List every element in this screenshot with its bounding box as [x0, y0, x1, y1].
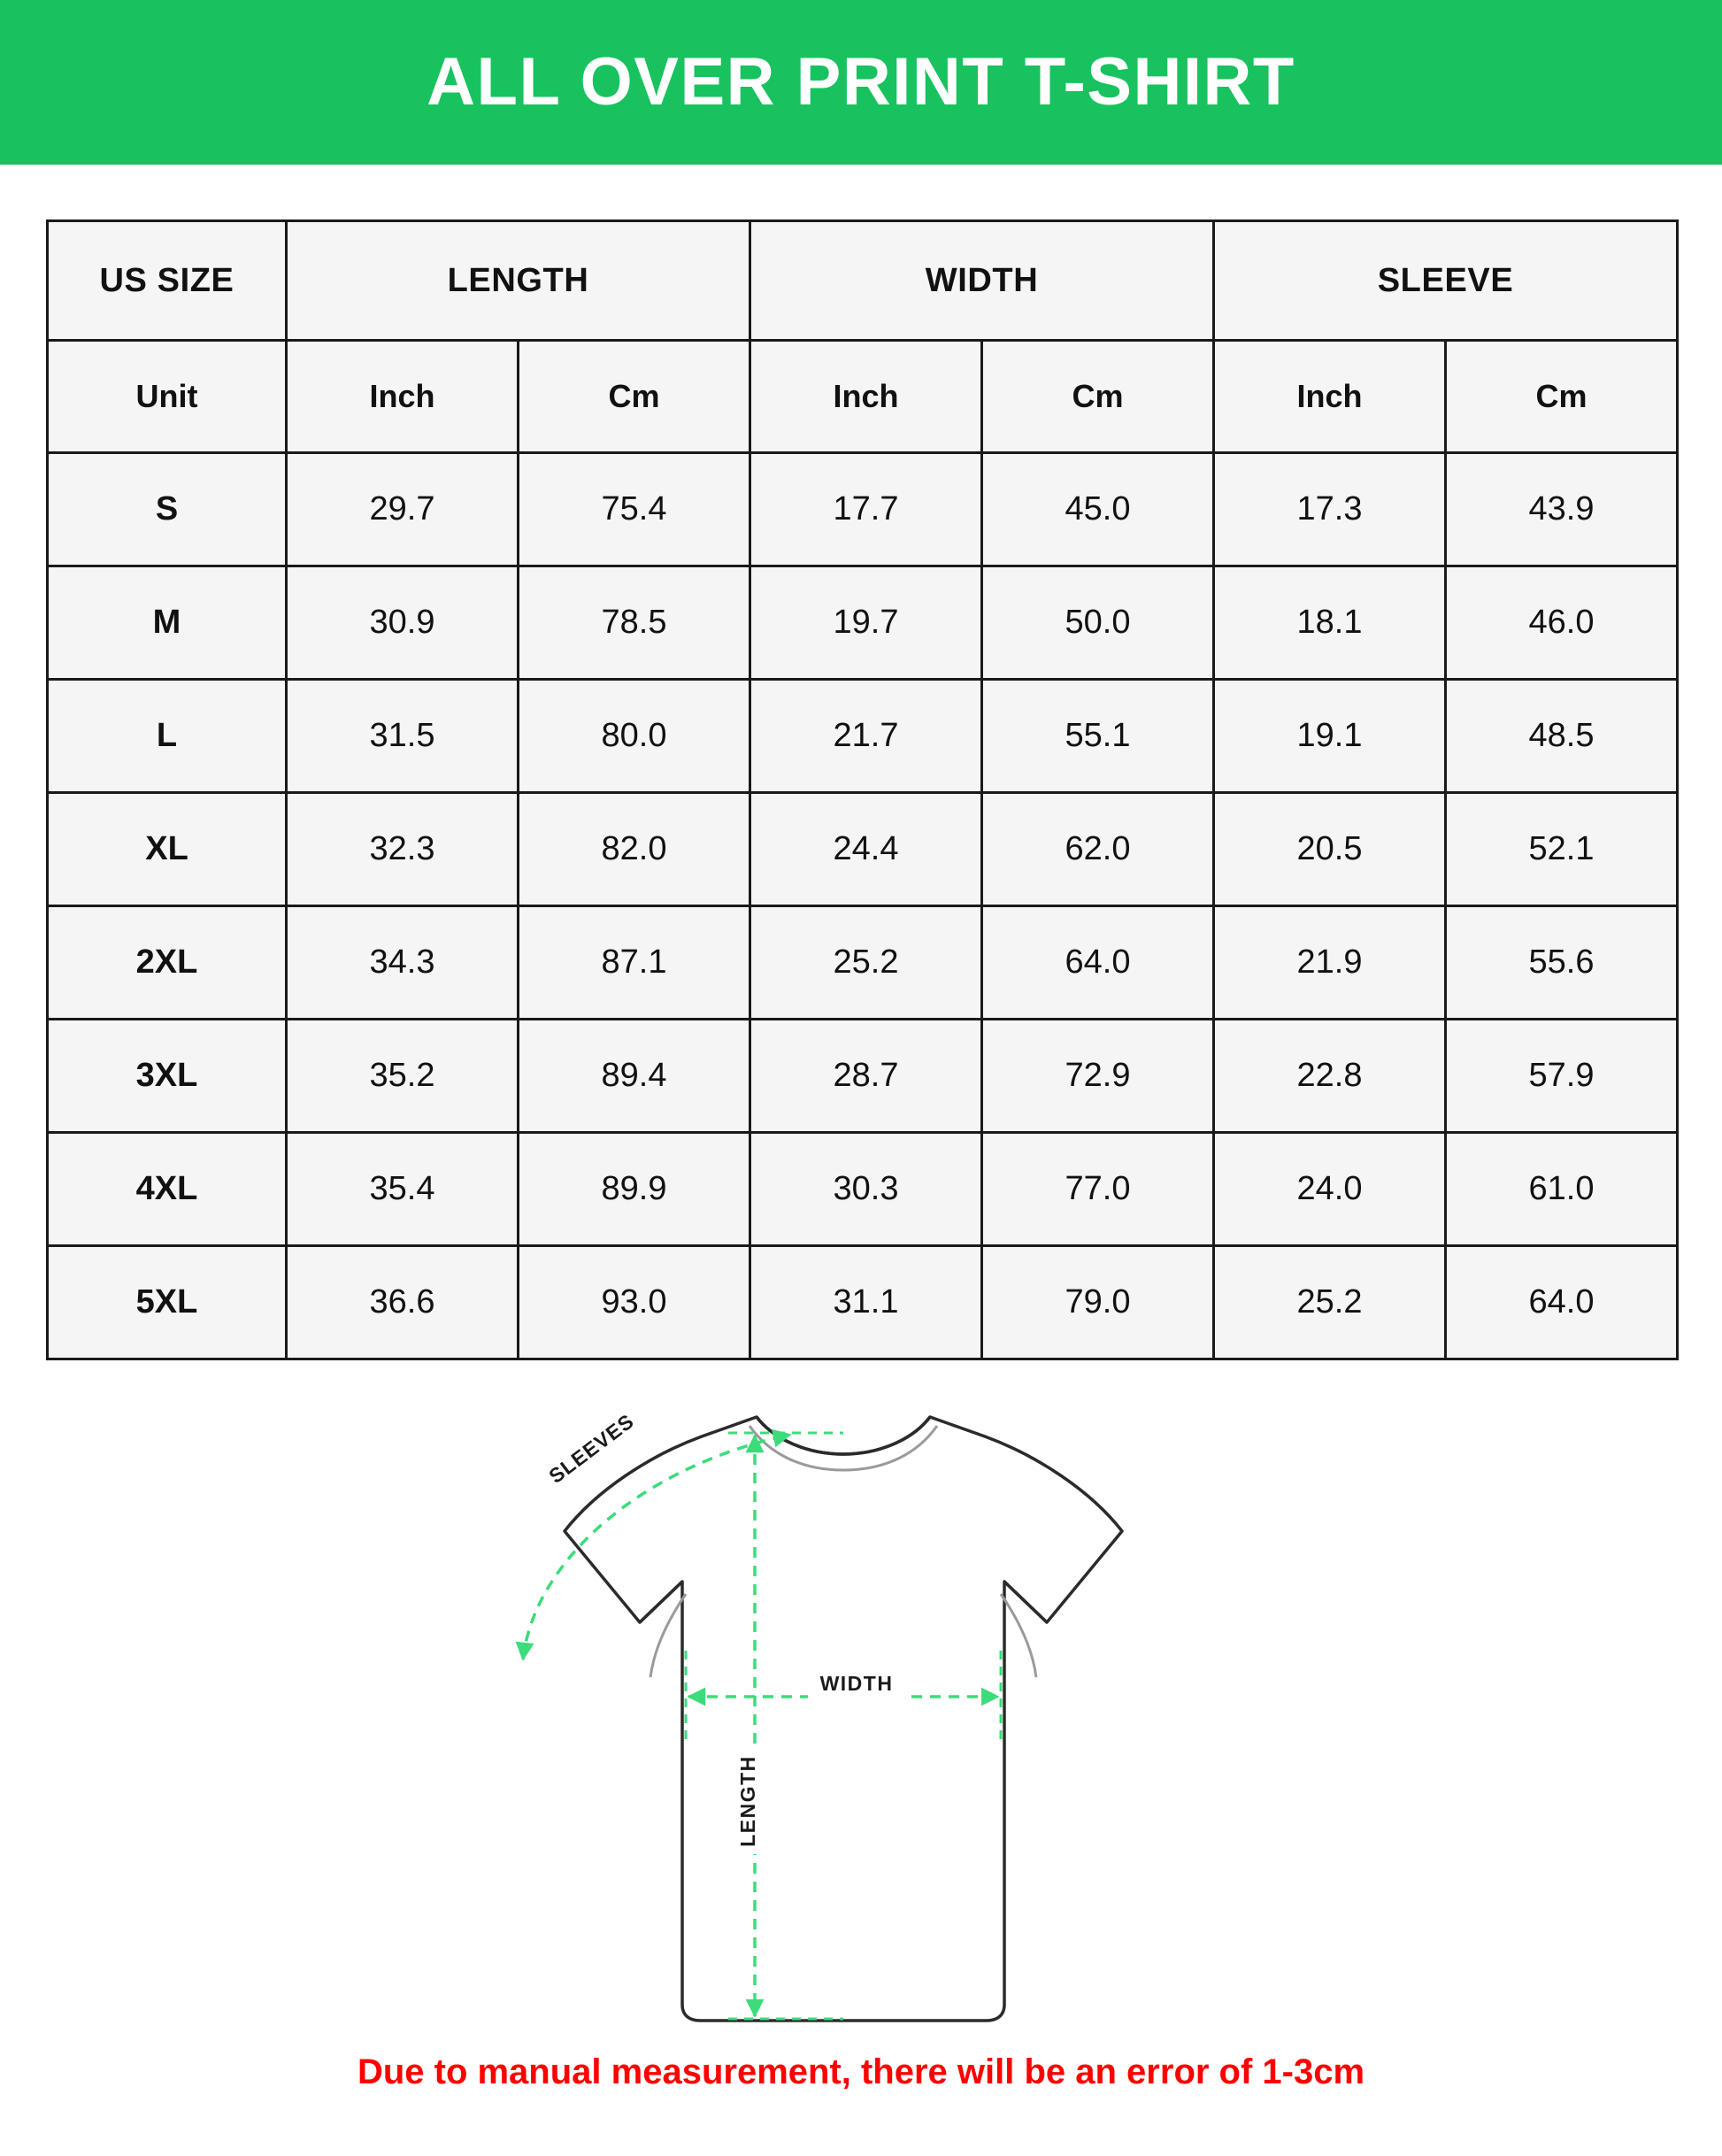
- unit-width-inch: Inch: [750, 341, 982, 453]
- cell-width-cm: 55.1: [982, 680, 1214, 793]
- table-row: [48, 1133, 1678, 1246]
- unit-label: Unit: [48, 341, 287, 453]
- cell-length-cm: 82.0: [519, 793, 750, 906]
- width-label: WIDTH: [819, 1672, 894, 1695]
- cell-width-cm: 64.0: [982, 906, 1214, 1020]
- cell-sleeve-cm: 57.9: [1446, 1020, 1678, 1133]
- cell-sleeve-cm: 64.0: [1446, 1246, 1678, 1359]
- cell-length-cm: 87.1: [519, 906, 750, 1020]
- cell-size: XL: [48, 793, 287, 906]
- cell-width-inch: 21.7: [750, 680, 982, 793]
- unit-sleeve-inch: Inch: [1214, 341, 1446, 453]
- cell-size: S: [48, 453, 287, 566]
- cell-sleeve-cm: 46.0: [1446, 566, 1678, 680]
- cell-length-cm: 78.5: [519, 566, 750, 680]
- cell-length-cm: 89.4: [519, 1020, 750, 1133]
- cell-width-inch: 24.4: [750, 793, 982, 906]
- cell-sleeve-inch: 19.1: [1214, 680, 1446, 793]
- cell-sleeve-cm: 48.5: [1446, 680, 1678, 793]
- cell-size: L: [48, 680, 287, 793]
- cell-width-inch: 19.7: [750, 566, 982, 680]
- cell-width-cm: 50.0: [982, 566, 1214, 680]
- cell-width-cm: 79.0: [982, 1246, 1214, 1359]
- cell-width-inch: 25.2: [750, 906, 982, 1020]
- cell-sleeve-inch: 20.5: [1214, 793, 1446, 906]
- cell-width-inch: 30.3: [750, 1133, 982, 1246]
- cell-length-cm: 75.4: [519, 453, 750, 566]
- cell-size: 4XL: [48, 1133, 287, 1246]
- sleeves-label: SLEEVES: [544, 1409, 639, 1488]
- cell-length-inch: 30.9: [287, 566, 519, 680]
- cell-width-cm: 77.0: [982, 1133, 1214, 1246]
- cell-length-inch: 35.4: [287, 1133, 519, 1246]
- cell-sleeve-cm: 61.0: [1446, 1133, 1678, 1246]
- table-row: [48, 1020, 1678, 1133]
- page-title: ALL OVER PRINT T-SHIRT: [427, 44, 1295, 119]
- cell-sleeve-inch: 18.1: [1214, 566, 1446, 680]
- cell-width-cm: 72.9: [982, 1020, 1214, 1133]
- cell-sleeve-inch: 21.9: [1214, 906, 1446, 1020]
- table-row: [48, 906, 1678, 1020]
- cell-length-cm: 89.9: [519, 1133, 750, 1246]
- unit-width-cm: Cm: [982, 341, 1214, 453]
- table-row: [48, 453, 1678, 566]
- measurement-disclaimer: Due to manual measurement, there will be an error of 1-3cm: [357, 2052, 1365, 2091]
- cell-length-inch: 31.5: [287, 680, 519, 793]
- unit-length-inch: Inch: [287, 341, 519, 453]
- cell-sleeve-inch: 22.8: [1214, 1020, 1446, 1133]
- cell-sleeve-cm: 55.6: [1446, 906, 1678, 1020]
- cell-length-cm: 80.0: [519, 680, 750, 793]
- table-row: [48, 793, 1678, 906]
- table-row: [48, 566, 1678, 680]
- size-chart-table: [46, 219, 1679, 1360]
- tshirt-outline-icon: [565, 1417, 1122, 2021]
- column-header-us-size: US SIZE: [48, 221, 287, 341]
- header-banner: [0, 0, 1722, 165]
- table-row: [48, 1246, 1678, 1359]
- cell-length-cm: 93.0: [519, 1246, 750, 1359]
- unit-sleeve-cm: Cm: [1446, 341, 1678, 453]
- cell-size: 2XL: [48, 906, 287, 1020]
- cell-sleeve-inch: 17.3: [1214, 453, 1446, 566]
- cell-length-inch: 36.6: [287, 1246, 519, 1359]
- unit-length-cm: Cm: [519, 341, 750, 453]
- tshirt-diagram-svg: [374, 1385, 1348, 2075]
- table-row: [48, 680, 1678, 793]
- cell-sleeve-inch: 24.0: [1214, 1133, 1446, 1246]
- measurement-diagram: [0, 1385, 1722, 2084]
- length-label: LENGTH: [736, 1755, 759, 1847]
- column-header-length: LENGTH: [287, 221, 750, 341]
- cell-sleeve-inch: 25.2: [1214, 1246, 1446, 1359]
- table-group-header-row: [48, 221, 1678, 341]
- cell-width-cm: 62.0: [982, 793, 1214, 906]
- table-unit-row: [48, 341, 1678, 453]
- cell-size: M: [48, 566, 287, 680]
- cell-sleeve-cm: 43.9: [1446, 453, 1678, 566]
- cell-width-inch: 28.7: [750, 1020, 982, 1133]
- column-header-sleeve: SLEEVE: [1214, 221, 1678, 341]
- cell-size: 5XL: [48, 1246, 287, 1359]
- cell-length-inch: 32.3: [287, 793, 519, 906]
- column-header-width: WIDTH: [750, 221, 1214, 341]
- size-chart-container: [46, 219, 1676, 1360]
- cell-length-inch: 34.3: [287, 906, 519, 1020]
- cell-length-inch: 29.7: [287, 453, 519, 566]
- cell-length-inch: 35.2: [287, 1020, 519, 1133]
- cell-size: 3XL: [48, 1020, 287, 1133]
- cell-width-inch: 31.1: [750, 1246, 982, 1359]
- cell-width-inch: 17.7: [750, 453, 982, 566]
- cell-sleeve-cm: 52.1: [1446, 793, 1678, 906]
- cell-width-cm: 45.0: [982, 453, 1214, 566]
